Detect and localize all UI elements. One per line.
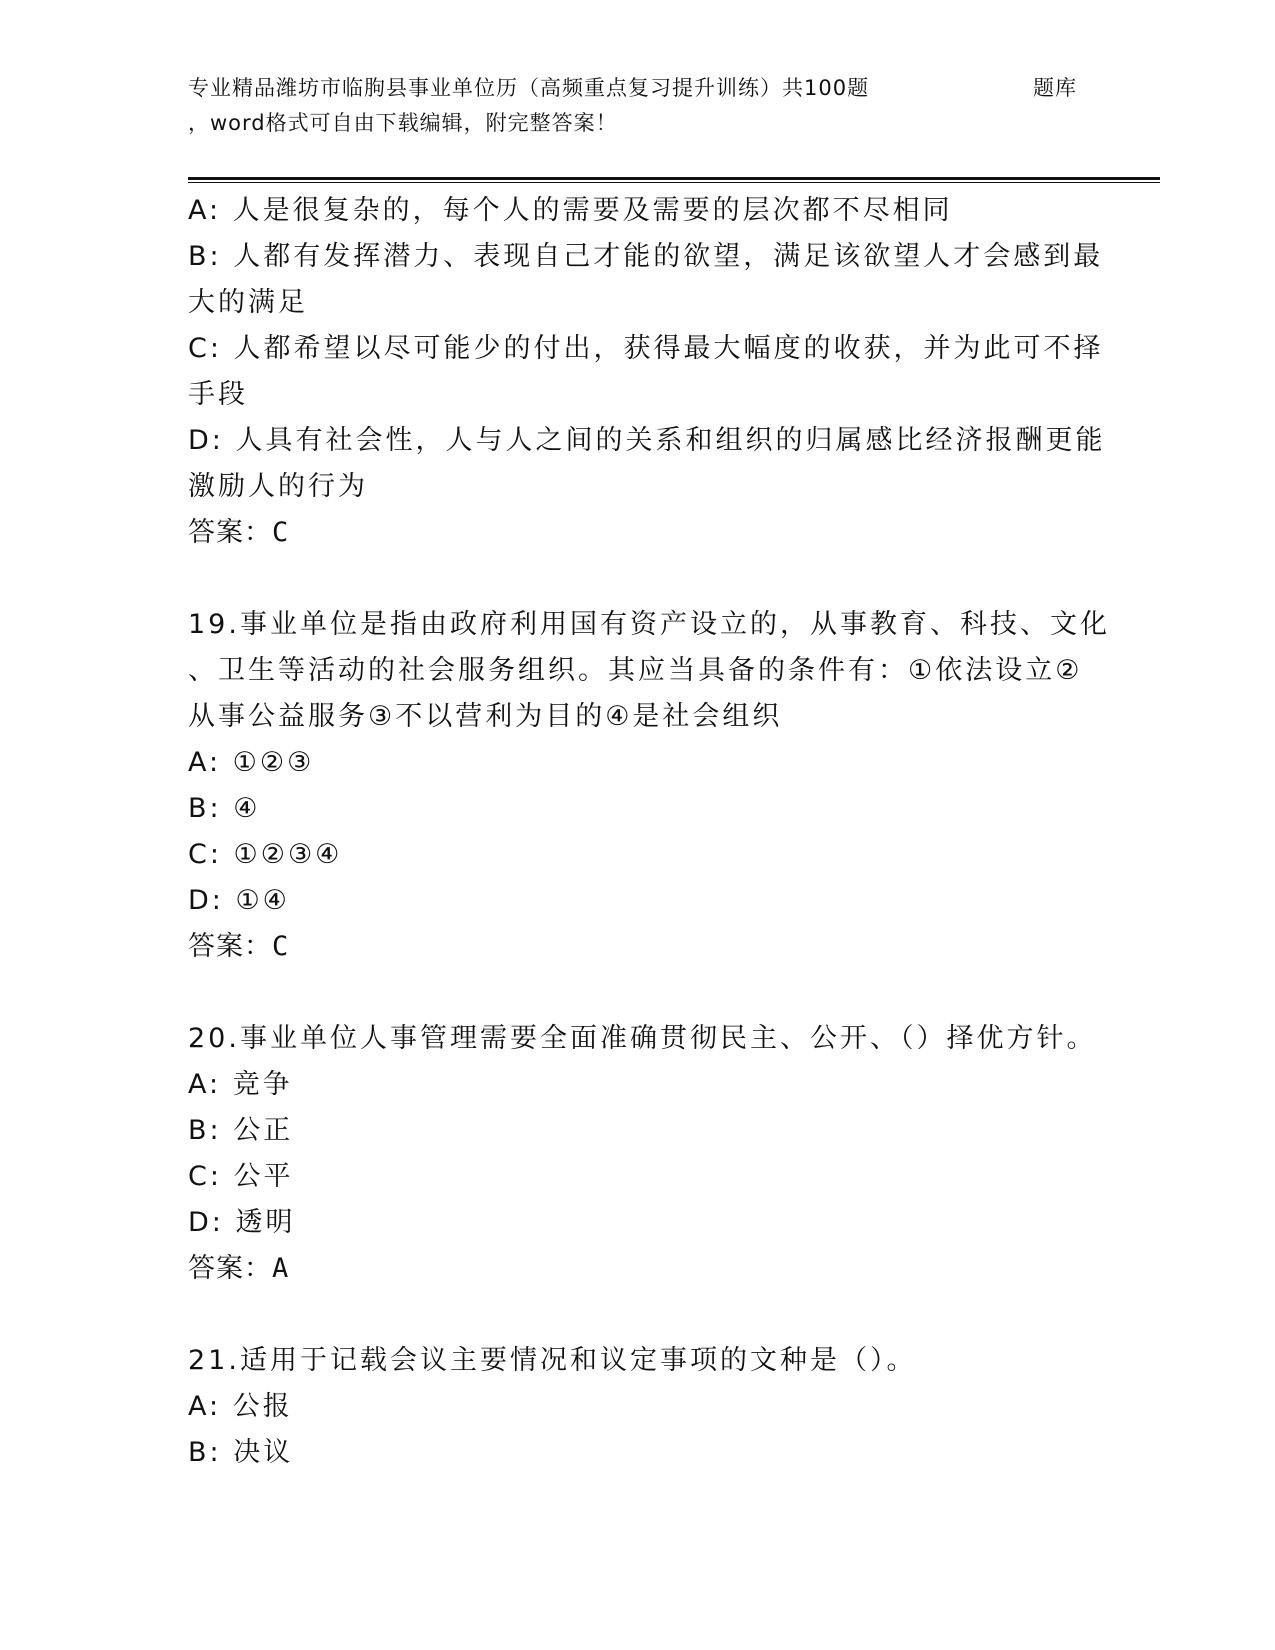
answer-label: 答案：: [188, 931, 272, 962]
answer-value: A: [272, 1253, 289, 1284]
option-d: D: 人具有社会性，人与人之间的关系和组织的归属感比经济报酬更能: [188, 425, 1106, 456]
option-d: D: 透明: [188, 1207, 296, 1238]
question-stem: 20.事业单位人事管理需要全面准确贯彻民主、公开、（）择优方针。: [188, 1023, 1097, 1054]
option-b: B: 公正: [188, 1115, 294, 1146]
answer: [188, 1246, 1088, 1292]
question-21: [188, 1338, 1088, 1476]
question-stem: 21.适用于记载会议主要情况和议定事项的文种是（）。: [188, 1345, 917, 1376]
question-18-continuation: [188, 188, 1106, 556]
spacer: [188, 1292, 1088, 1338]
header-title: 专业精品潍坊市临朐县事业单位历（高频重点复习提升训练）共100题: [188, 76, 870, 100]
answer-label: 答案：: [188, 1253, 272, 1284]
option-b: B: 人都有发挥潜力、表现自己才能的欲望，满足该欲望人才会感到最: [188, 241, 1104, 272]
answer-value: C: [272, 517, 289, 548]
header-divider-thin: [188, 182, 1160, 183]
answer: [188, 924, 1088, 970]
spacer: [188, 970, 1088, 1016]
answer-value: C: [272, 931, 289, 962]
answer: [188, 510, 1088, 556]
option-d: D: ①④: [188, 885, 290, 916]
page-header: [188, 72, 1160, 152]
question-stem: 19.事业单位是指由政府利用国有资产设立的，从事教育、科技、文化: [188, 609, 1110, 640]
option-c-cont: 手段: [188, 379, 248, 410]
option-c: C: 人都希望以尽可能少的付出，获得最大幅度的收获，并为此可不择: [188, 333, 1104, 364]
header-divider-thick: [188, 177, 1160, 180]
spacer: [188, 556, 1088, 602]
document-body: [188, 188, 1110, 1476]
header-subtitle: ，word格式可自由下载编辑，附完整答案！: [188, 111, 618, 135]
option-b: B: ④: [188, 793, 261, 824]
option-a: A: 竞争: [188, 1069, 293, 1100]
question-stem: 从事公益服务③不以营利为目的④是社会组织: [188, 701, 783, 732]
answer-label: 答案：: [188, 517, 272, 548]
option-a: A: ①②③: [188, 747, 315, 778]
option-d-cont: 激励人的行为: [188, 471, 368, 502]
option-a: A: 人是很复杂的，每个人的需要及需要的层次都不尽相同: [188, 195, 953, 226]
question-19: [188, 602, 1110, 970]
option-b-cont: 大的满足: [188, 287, 308, 318]
option-b: B: 决议: [188, 1437, 294, 1468]
option-a: A: 公报: [188, 1391, 293, 1422]
question-20: [188, 1016, 1097, 1292]
option-c: C: ①②③④: [188, 839, 343, 870]
header-tag: 题库: [1033, 76, 1077, 100]
question-stem: 、卫生等活动的社会服务组织。其应当具备的条件有：①依法设立②: [188, 655, 1083, 686]
option-c: C: 公平: [188, 1161, 294, 1192]
